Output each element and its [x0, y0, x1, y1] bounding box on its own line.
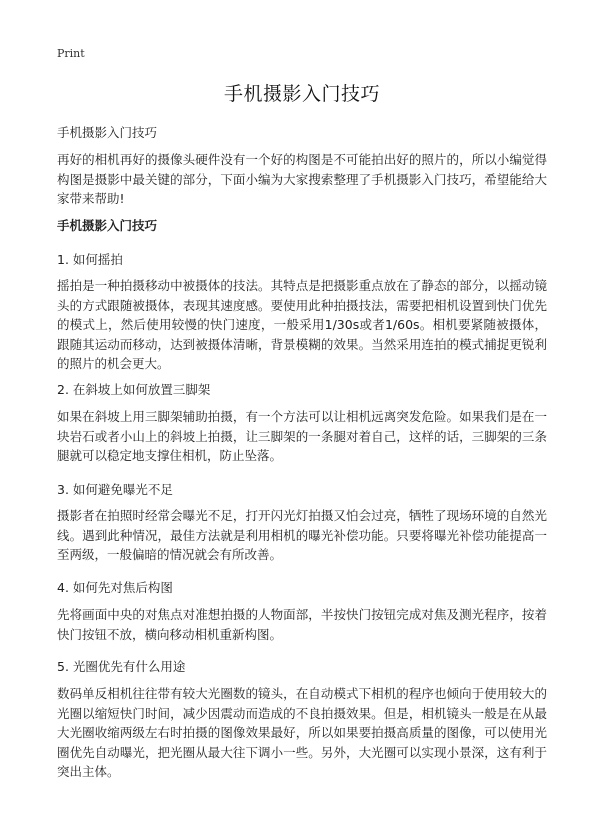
section-body-5: 数码单反相机往往带有较大光圈数的镜头，在自动模式下相机的程序也倾向于使用较大的光圈以缩短快门时间，减少因震动而造成的不良拍摄效果。但是，相机镜头一般是在从最大光圈收缩两级左右时拍摄的图像效果最好，所以如果要拍摄高质量的图像，可以使用光圈优先自动曝光，把光圈从最大往下调小一些。另外，大光圈可以实现小景深，这有利于突出主体。 — [57, 686, 547, 779]
print-link[interactable]: Print — [57, 47, 85, 60]
section-body-4: 先将画面中央的对焦点对准想拍摄的人物面部，半按快门按钮完成对焦及测光程序，按着快门按钮不放，横向移动相机重新构图。 — [57, 607, 547, 642]
section-body-2: 如果在斜坡上用三脚架辅助拍摄，有一个方法可以让相机远离突发危险。如果我们是在一块岩石或者小山上的斜坡上拍摄，让三脚架的一条腿对着自己，这样的话，三脚架的三条腿就可以稳定地支撑住相机，防止坠落。 — [57, 409, 547, 463]
section-heading-2: 2. 在斜坡上如何放置三脚架 — [57, 382, 211, 397]
subtitle: 手机摄影入门技巧 — [57, 125, 158, 140]
section-heading-5: 5. 光圈优先有什么用途 — [57, 659, 186, 674]
section-heading-3: 3. 如何避免曝光不足 — [57, 482, 173, 497]
section-heading-1: 1. 如何摇拍 — [57, 252, 123, 267]
section-title: 手机摄影入门技巧 — [57, 218, 158, 233]
intro-paragraph: 再好的相机再好的摄像头硬件没有一个好的构图是不可能拍出好的照片的，所以小编觉得构图是摄影中最关键的部分，下面小编为大家搜索整理了手机摄影入门技巧，希望能给大家带来帮助! — [57, 152, 547, 206]
section-body-3: 摄影者在拍照时经常会曝光不足，打开闪光灯拍摄又怕会过亮，牺牲了现场环境的自然光线。遇到此种情况，最佳方法就是利用相机的曝光补偿功能。只要将曝光补偿功能提高一至两级，一般偏暗的情况就会有所改善。 — [57, 508, 547, 562]
page-title: 手机摄影入门技巧 — [223, 83, 380, 105]
section-heading-4: 4. 如何先对焦后构图 — [57, 580, 173, 595]
section-body-1: 摇拍是一种拍摄移动中被摄体的技法。其特点是把摄影重点放在了静态的部分，以摇动镜头的方式跟随被摄体，表现其速度感。要使用此种拍摄技法，需要把相机设置到快门优先的模式上，然后使用较慢的快门速度，一般采用1/30s或者1/60s。相机要紧随被摄体，跟随其运动而移动，达到被摄体清晰，背景模糊的效果。当然采用连拍的模式捕捉更锐利的照片的机会更大。 — [57, 278, 547, 371]
